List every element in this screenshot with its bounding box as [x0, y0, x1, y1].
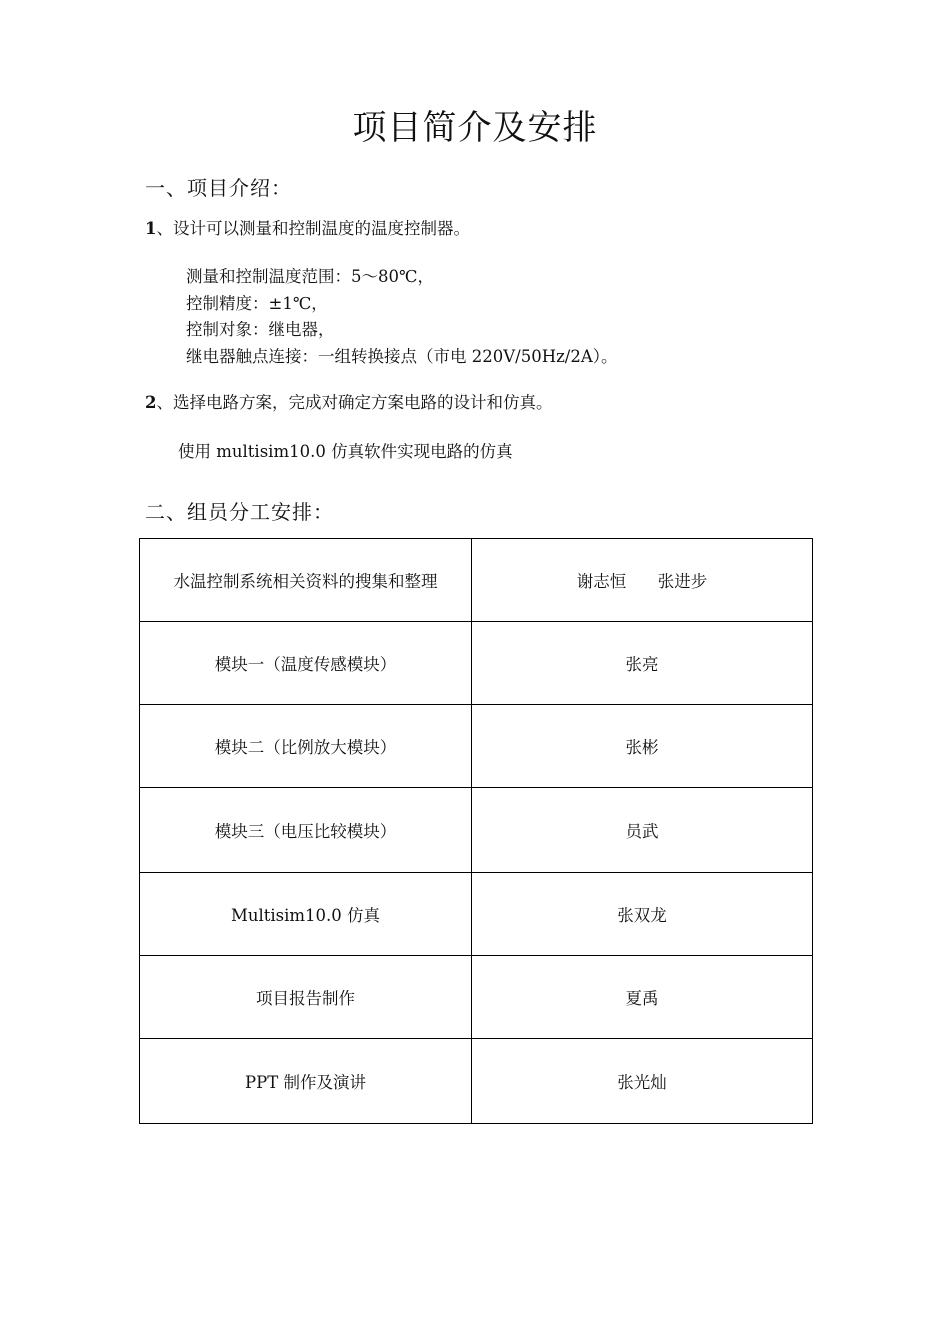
task-cell: PPT 制作及演讲	[140, 1039, 472, 1124]
item-number: 1	[145, 219, 157, 238]
member-names: 张双龙	[617, 906, 667, 925]
member-cell	[472, 788, 813, 873]
task-cell: 水温控制系统相关资料的搜集和整理	[140, 539, 472, 622]
member-cell	[472, 956, 813, 1039]
task-cell: Multisim10.0 仿真	[140, 873, 472, 956]
task-cell: 模块二（比例放大模块）	[140, 705, 472, 788]
member-cell	[472, 1039, 813, 1124]
intro-item-2	[145, 389, 552, 413]
roles-table	[139, 538, 813, 1124]
table-row	[140, 873, 813, 956]
member-names: 员武	[625, 822, 659, 841]
spec-temperature-range: 测量和控制温度范围：5～80℃，	[186, 267, 434, 286]
task-cell: 项目报告制作	[140, 956, 472, 1039]
member-names: 张彬	[625, 738, 659, 757]
table-row	[140, 705, 813, 788]
intro-item-1	[145, 215, 470, 239]
table-row	[140, 956, 813, 1039]
task-cell: 模块一（温度传感模块）	[140, 622, 472, 705]
table-row	[140, 539, 813, 622]
spec-relay-contact: 继电器触点连接：一组转换接点（市电 220V/50Hz/2A）。	[186, 346, 618, 366]
member-names: 谢志恒 张进步	[576, 572, 708, 591]
item-text: 、选择电路方案，完成对确定方案电路的设计和仿真。	[156, 393, 553, 412]
member-names: 张亮	[625, 655, 659, 674]
table-row	[140, 622, 813, 705]
member-names: 张光灿	[617, 1073, 667, 1092]
table-row	[140, 788, 813, 873]
item-text: 、设计可以测量和控制温度的温度控制器。	[156, 219, 470, 238]
section-heading-roles: 二、组员分工安排：	[145, 500, 334, 524]
task-cell: 模块三（电压比较模块）	[140, 788, 472, 873]
table-row	[140, 1039, 813, 1124]
item-number: 2	[145, 393, 157, 412]
spec-list	[186, 264, 618, 370]
member-names: 夏禹	[625, 989, 659, 1008]
member-cell	[472, 539, 813, 622]
spec-control-object: 控制对象：继电器，	[186, 320, 335, 339]
spec-control-precision: 控制精度：±1℃，	[186, 293, 328, 313]
member-cell	[472, 705, 813, 788]
member-cell	[472, 873, 813, 956]
section-heading-intro: 一、项目介绍：	[145, 176, 292, 200]
simulation-tool-line: 使用 multisim10.0 仿真软件实现电路的仿真	[178, 442, 513, 461]
page-title: 项目简介及安排	[352, 108, 598, 148]
member-cell	[472, 622, 813, 705]
